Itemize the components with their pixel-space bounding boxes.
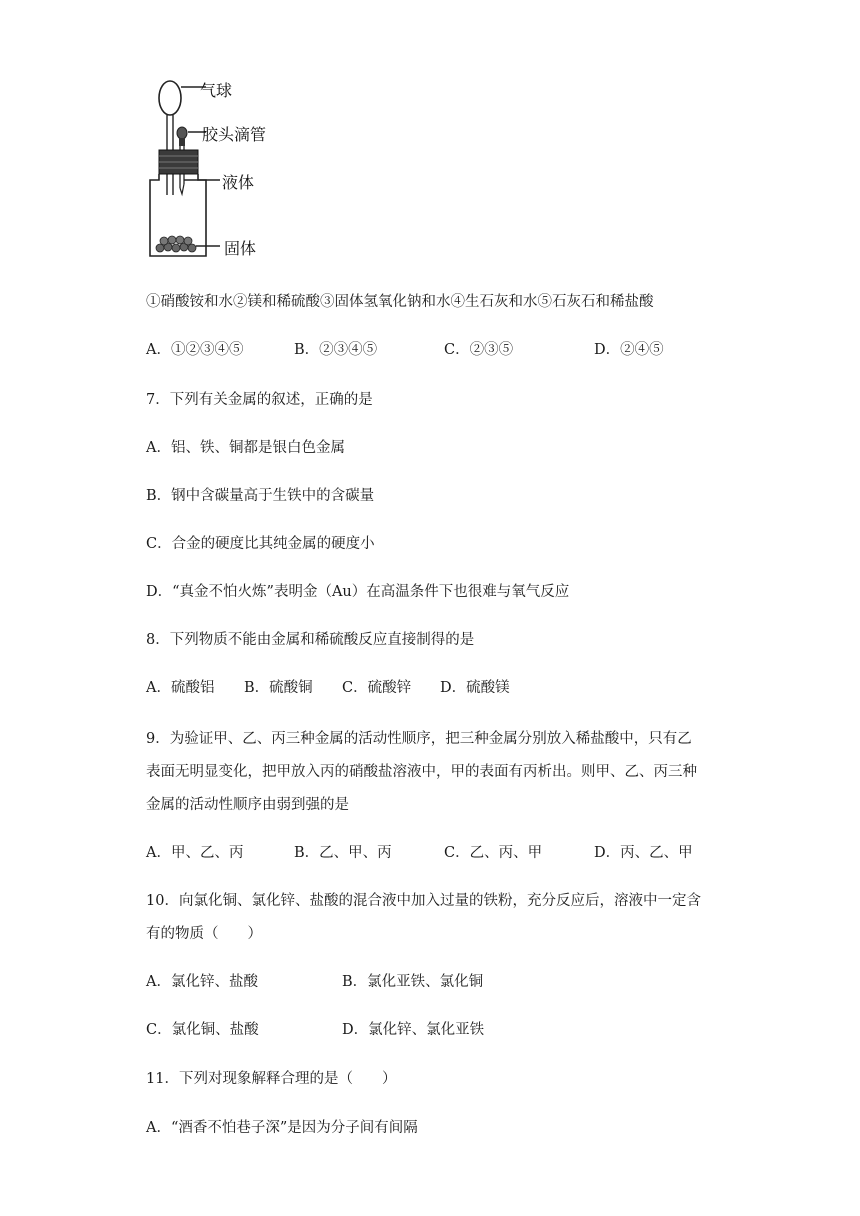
q9-option-a[interactable]: A．甲、乙、丙 — [146, 845, 244, 861]
balloon-shape — [159, 81, 181, 115]
q9-option-c[interactable]: C．乙、丙、甲 — [444, 845, 543, 861]
q7-option-a[interactable]: A．铝、铁、铜都是银白色金属 — [146, 440, 345, 456]
q6-option-d[interactable]: D．②④⑤ — [594, 342, 664, 358]
q6-option-b[interactable]: B．②③④⑤ — [294, 342, 378, 358]
q10-option-b[interactable]: B．氯化亚铁、氯化铜 — [342, 974, 484, 990]
q8-stem: 8．下列物质不能由金属和稀硫酸反应直接制得的是 — [146, 632, 475, 648]
q7-option-d[interactable]: D．“真金不怕火炼”表明金（Au）在高温条件下也很难与氧气反应 — [146, 584, 570, 600]
q6-option-a[interactable]: A．①②③④⑤ — [146, 342, 244, 358]
q10-option-a[interactable]: A．氯化锌、盐酸 — [146, 974, 258, 990]
solid-pellets — [156, 236, 196, 252]
q11-option-a[interactable]: A．“酒香不怕巷子深”是因为分子间有间隔 — [146, 1120, 418, 1136]
solid-label: 固体 — [224, 239, 257, 258]
q8-option-c[interactable]: C．硫酸锌 — [342, 680, 412, 696]
q10-stem-line-2: 有的物质（ ） — [146, 926, 262, 942]
balloon-label: 气球 — [200, 81, 233, 100]
q10-option-c[interactable]: C．氯化铜、盐酸 — [146, 1022, 259, 1038]
q11-stem: 11．下列对现象解释合理的是（ ） — [146, 1071, 397, 1087]
q9-option-b[interactable]: B．乙、甲、丙 — [294, 845, 392, 861]
q6-option-c[interactable]: C．②③⑤ — [444, 342, 514, 358]
q7-stem: 7．下列有关金属的叙述，正确的是 — [146, 392, 373, 408]
q7-option-b[interactable]: B．钢中含碳量高于生铁中的含碳量 — [146, 488, 375, 504]
q10-option-d[interactable]: D．氯化锌、氯化亚铁 — [342, 1022, 485, 1038]
dropper-bulb — [177, 127, 187, 139]
q9-stem-line-1: 9．为验证甲、乙、丙三种金属的活动性顺序，把三种金属分别放入稀盐酸中，只有乙 — [146, 731, 692, 747]
q6-items: ①硝酸铵和水②镁和稀硫酸③固体氢氧化钠和水④生石灰和水⑤石灰石和稀盐酸 — [146, 294, 654, 310]
liquid-label: 液体 — [222, 173, 255, 192]
q10-stem-line-1: 10．向氯化铜、氯化锌、盐酸的混合液中加入过量的铁粉，充分反应后，溶液中一定含 — [146, 893, 701, 909]
q8-option-d[interactable]: D．硫酸镁 — [440, 680, 510, 696]
q8-option-b[interactable]: B．硫酸铜 — [244, 680, 313, 696]
dropper-label: 胶头滴管 — [202, 125, 267, 144]
q9-option-d[interactable]: D．丙、乙、甲 — [594, 845, 693, 861]
q7-option-c[interactable]: C．合金的硬度比其纯金属的硬度小 — [146, 536, 375, 552]
q9-stem-line-2: 表面无明显变化，把甲放入丙的硝酸盐溶液中，甲的表面有丙析出。则甲、乙、丙三种 — [146, 764, 697, 780]
q8-option-a[interactable]: A．硫酸铝 — [146, 680, 215, 696]
q9-stem-line-3: 金属的活动性顺序由弱到强的是 — [146, 797, 349, 813]
apparatus-figure — [140, 70, 290, 270]
